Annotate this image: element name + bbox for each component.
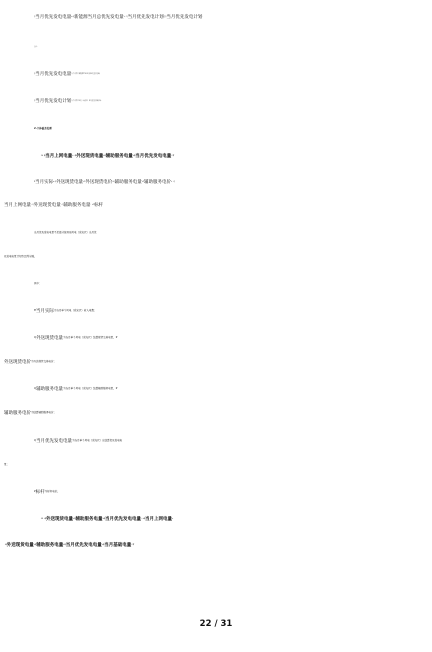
formula-subscript: 当月优先发电电量	[65, 543, 102, 548]
variable-subscript: 当月优先发电电量	[35, 72, 72, 77]
paragraph-line: 当月优先发电电量不足部分按其他风电（或光伏）当月优	[34, 231, 97, 234]
formula-subscript: 当月优先发电电量	[35, 15, 72, 20]
formula-text: （1）Q	[40, 156, 46, 157]
formula-text: （2）（Q	[40, 519, 47, 520]
formula-subscript: 外送现货电量	[76, 154, 104, 159]
formula-subscript: 辅助服务电价	[144, 180, 172, 185]
formula-text: +Q	[112, 182, 115, 183]
formula-text: ）×P	[90, 205, 95, 206]
formula-text: （Q	[4, 545, 7, 546]
definition-line	[4, 402, 428, 425]
formula-text: ×P	[141, 182, 145, 183]
formula-line	[4, 195, 428, 217]
variable-subscript: 外送现货电量	[36, 336, 64, 341]
formula-text: ×（Q	[123, 17, 128, 18]
variable-symbol: Q	[34, 387, 37, 390]
formula-subscript: 当月优先发电计划	[127, 15, 164, 20]
definition-text: 为当月单个风电（或光伏）优先发电电量计划。	[71, 101, 103, 102]
section-heading: 2.个体偏差处理	[34, 127, 52, 130]
formula-subscript: 标杆	[94, 203, 104, 208]
formula-subscript: 当月实际	[35, 180, 54, 185]
definition-text: 为当月单个风电（或光伏）应结算优先发电电	[72, 439, 123, 442]
formula-line	[34, 172, 428, 194]
variable-subscript: 外送现货电价	[4, 360, 31, 365]
formula-subscript: 当月上网电量	[145, 517, 173, 522]
formula-line	[34, 7, 428, 29]
formula-subscript: 外送现货电量	[46, 517, 74, 522]
definition-text: 为外送现货交易电价；	[31, 360, 57, 363]
formula-text: +Q	[33, 545, 37, 546]
definition-line	[34, 327, 428, 350]
page-number: 22 / 31	[199, 619, 233, 629]
variable-subscript: 当月实际	[35, 309, 54, 314]
formula-subscript: 当月优先发电计划	[166, 15, 203, 20]
formula-subscript: 外送现货电价	[85, 180, 113, 185]
formula-text: = Q	[71, 17, 75, 18]
formula-text: +Q	[132, 156, 136, 157]
formula-text: ≤（Q	[72, 156, 77, 157]
variable-symbol: R	[34, 309, 36, 312]
definition-line	[34, 64, 428, 86]
paragraph-line: 量；	[4, 463, 10, 466]
formula-text: ）时	[171, 156, 175, 157]
condition-heading	[40, 509, 428, 531]
definition-line	[34, 300, 428, 323]
definition-line	[34, 378, 428, 401]
paragraph-line: 其中：	[34, 282, 42, 285]
definition-text: 为结算辅助服务电价；	[31, 411, 57, 414]
formula-subscript: 当月上网电量	[4, 203, 31, 208]
formula-text: ）时	[131, 545, 135, 546]
formula-text: R	[34, 182, 36, 183]
formula-text: /∑Q	[163, 17, 167, 18]
condition-heading	[40, 146, 428, 168]
definition-line	[4, 351, 428, 374]
formula-subscript: 辅助服务电量	[63, 203, 91, 208]
formula-text: ）<Q	[141, 519, 146, 520]
variable-subscript: 辅助服务电量	[36, 387, 64, 392]
formula-subscript: 当月优先发电电量	[105, 517, 142, 522]
formula-text: = Q	[53, 182, 57, 183]
formula-text: Q	[34, 17, 36, 18]
paragraph-line: 其中：	[34, 47, 39, 48]
formula-subscript: 外送现货电量	[33, 203, 61, 208]
formula-subscript: 当月基础电量	[104, 543, 132, 548]
variable-symbol: Q	[34, 336, 37, 339]
definition-text: 为当月单个新能源企业应结算优先发电电量；	[71, 74, 101, 75]
formula-subscript: 辅助服务电量	[105, 154, 133, 159]
formula-subscript: 外送现货电量	[56, 180, 84, 185]
formula-subscript: 外送现货电量	[6, 543, 34, 548]
formula-text: ×P	[83, 182, 86, 183]
formula-text: —Q	[31, 205, 34, 206]
condition-heading	[4, 535, 428, 557]
formula-text: +Q	[63, 545, 66, 546]
formula-text: +Q	[73, 519, 76, 520]
variable-symbol: Q	[34, 439, 37, 442]
variable-symbol: P	[34, 490, 36, 493]
formula-text: +Q	[101, 545, 105, 546]
definition-text: 为当月单个风电（或光伏）收入电费；	[53, 309, 97, 312]
definition-line	[34, 430, 428, 453]
definition-text: 为标杆电价。	[44, 490, 60, 493]
formula-text: ≤	[172, 519, 174, 520]
formula-text: +Q	[102, 519, 106, 520]
formula-text: +Q	[103, 156, 106, 157]
formula-subscript: 新能源当月总优先发电量	[74, 15, 124, 20]
formula-subscript: 辅助服务电量	[75, 517, 103, 522]
formula-text: —Q	[60, 205, 64, 206]
definition-text: 为当月单个风电（或光伏）结算辅助服务电量，P	[63, 387, 118, 390]
variable-subscript: 当月优先发电电量	[36, 439, 73, 444]
formula-subscript: 辅助服务电量	[36, 543, 64, 548]
variable-subscript: 标杆	[35, 490, 45, 495]
definition-line	[34, 481, 428, 504]
variable-subscript: 当月优先发电计划	[35, 99, 72, 104]
formula-subscript: 当月优先发电电量	[135, 154, 172, 159]
definition-text: 为当月单个风电（或光伏）结算现货交易电量，P	[63, 336, 118, 339]
variable-symbol: Q	[34, 74, 36, 75]
formula-subscript: 当月上网电量	[45, 154, 73, 159]
paragraph-line: 先发电电量计划等比例分摊。	[4, 255, 37, 258]
variable-symbol: Q	[34, 101, 36, 102]
formula-text: ）	[202, 17, 204, 18]
formula-text: +（Q	[171, 182, 175, 183]
formula-subscript: 辅助服务电量	[114, 180, 142, 185]
definition-line	[34, 91, 428, 113]
variable-subscript: 辅助服务电价	[4, 411, 31, 416]
